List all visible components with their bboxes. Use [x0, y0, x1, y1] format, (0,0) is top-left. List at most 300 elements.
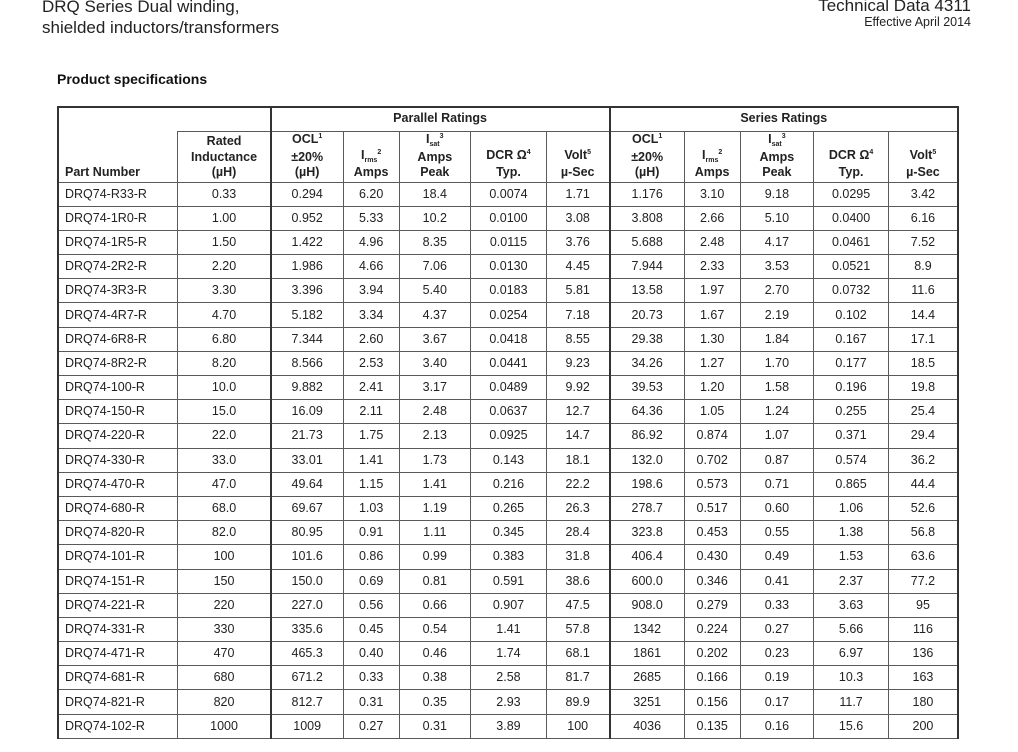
- cell-series-volt-sec: 116: [888, 617, 958, 641]
- cell-parallel-dcr: 0.143: [471, 448, 547, 472]
- cell-parallel-isat: 7.06: [399, 255, 471, 279]
- cell-series-isat: 1.07: [740, 424, 814, 448]
- cell-parallel-ocl: 0.952: [271, 206, 344, 230]
- cell-series-irms: 1.30: [684, 327, 740, 351]
- cell-parallel-irms: 0.31: [343, 690, 399, 714]
- cell-parallel-isat: 0.46: [399, 642, 471, 666]
- cell-parallel-volt-sec: 57.8: [546, 617, 609, 641]
- cell-series-dcr: 2.37: [814, 569, 889, 593]
- cell-part-number: DRQ74-471-R: [58, 642, 178, 666]
- cell-series-irms: 1.97: [684, 279, 740, 303]
- cell-series-ocl: 13.58: [610, 279, 685, 303]
- s-isat-i: I: [768, 132, 772, 146]
- col-part-number: [58, 132, 178, 183]
- p-ocl-note: 1: [318, 133, 323, 140]
- cell-series-volt-sec: 77.2: [888, 569, 958, 593]
- cell-series-irms: 1.27: [684, 351, 740, 375]
- document-title: [42, 0, 279, 38]
- cell-series-irms: 0.135: [684, 714, 740, 738]
- table-row: [58, 545, 958, 569]
- cell-parallel-ocl: 21.73: [271, 424, 344, 448]
- cell-parallel-ocl: 9.882: [271, 376, 344, 400]
- cell-parallel-volt-sec: 28.4: [546, 521, 609, 545]
- s-irms-sub: rms: [705, 156, 719, 164]
- cell-rated-inductance: 100: [178, 545, 271, 569]
- cell-part-number: DRQ74-6R8-R: [58, 327, 178, 351]
- cell-series-isat: 2.19: [740, 303, 814, 327]
- cell-series-ocl: 2685: [610, 666, 685, 690]
- cell-rated-inductance: 1000: [178, 714, 271, 738]
- cell-series-volt-sec: 56.8: [888, 521, 958, 545]
- column-header-row: [58, 132, 958, 183]
- cell-rated-inductance: 2.20: [178, 255, 271, 279]
- table-row: [58, 279, 958, 303]
- col-rated-l1: Rated: [206, 134, 242, 148]
- cell-parallel-volt-sec: 4.45: [546, 255, 609, 279]
- cell-parallel-irms: 1.03: [343, 496, 399, 520]
- cell-parallel-ocl: 33.01: [271, 448, 344, 472]
- cell-parallel-isat: 1.73: [399, 448, 471, 472]
- cell-parallel-irms: 3.94: [343, 279, 399, 303]
- table-row: [58, 182, 958, 206]
- table-row: [58, 327, 958, 351]
- cell-series-ocl: 600.0: [610, 569, 685, 593]
- cell-parallel-isat: 0.81: [399, 569, 471, 593]
- cell-parallel-ocl: 150.0: [271, 569, 344, 593]
- cell-series-dcr: 15.6: [814, 714, 889, 738]
- cell-series-irms: 0.202: [684, 642, 740, 666]
- cell-series-irms: 2.33: [684, 255, 740, 279]
- cell-parallel-irms: 0.91: [343, 521, 399, 545]
- cell-rated-inductance: 220: [178, 593, 271, 617]
- p-ocl-unit: (µH): [294, 165, 320, 179]
- cell-series-isat: 1.58: [740, 376, 814, 400]
- cell-series-isat: 0.19: [740, 666, 814, 690]
- s-dcr-note: 4: [869, 148, 874, 156]
- cell-series-volt-sec: 200: [888, 714, 958, 738]
- cell-series-dcr: 0.574: [814, 448, 889, 472]
- cell-parallel-ocl: 0.294: [271, 182, 344, 206]
- p-isat-i: I: [426, 132, 430, 146]
- cell-part-number: DRQ74-4R7-R: [58, 303, 178, 327]
- specifications-body: [58, 182, 958, 738]
- s-volt-label: Volt: [909, 147, 933, 162]
- cell-series-volt-sec: 6.16: [888, 206, 958, 230]
- cell-rated-inductance: 33.0: [178, 448, 271, 472]
- table-row: [58, 690, 958, 714]
- cell-parallel-dcr: 0.907: [471, 593, 547, 617]
- cell-series-isat: 4.17: [740, 230, 814, 254]
- cell-parallel-isat: 0.35: [399, 690, 471, 714]
- cell-series-isat: 1.84: [740, 327, 814, 351]
- table-row: [58, 230, 958, 254]
- s-isat-sub: sat: [771, 141, 782, 148]
- col-parallel-isat: [399, 132, 471, 183]
- cell-series-ocl: 908.0: [610, 593, 685, 617]
- cell-parallel-dcr: 0.0489: [471, 376, 547, 400]
- cell-series-ocl: 1.176: [610, 182, 685, 206]
- cell-series-ocl: 3.808: [610, 206, 685, 230]
- cell-series-volt-sec: 3.42: [888, 182, 958, 206]
- col-parallel-volt: [546, 132, 609, 183]
- cell-rated-inductance: 8.20: [178, 351, 271, 375]
- cell-series-irms: 1.05: [684, 400, 740, 424]
- cell-parallel-dcr: 0.0441: [471, 351, 547, 375]
- cell-series-volt-sec: 7.52: [888, 230, 958, 254]
- p-volt-label: Volt: [564, 147, 588, 162]
- cell-parallel-volt-sec: 22.2: [546, 472, 609, 496]
- cell-series-dcr: 1.53: [814, 545, 889, 569]
- p-volt-note: 5: [587, 148, 591, 156]
- p-isat-note: 3: [439, 133, 444, 140]
- cell-parallel-volt-sec: 81.7: [546, 666, 609, 690]
- cell-parallel-isat: 3.40: [399, 351, 471, 375]
- col-rated-l2: Inductance: [191, 149, 258, 164]
- table-row: [58, 593, 958, 617]
- col-series-ocl: [610, 132, 685, 183]
- cell-parallel-isat: 0.54: [399, 617, 471, 641]
- group-header-row: [58, 107, 958, 132]
- table-row: [58, 472, 958, 496]
- cell-series-ocl: 5.688: [610, 230, 685, 254]
- cell-parallel-volt-sec: 12.7: [546, 400, 609, 424]
- s-ocl-note: 1: [658, 133, 663, 140]
- p-irms-sub: rms: [364, 156, 378, 164]
- cell-series-irms: 0.224: [684, 617, 740, 641]
- p-dcr-label: DCR Ω: [486, 147, 527, 162]
- p-irms-i: I: [361, 147, 365, 162]
- cell-parallel-volt-sec: 8.55: [546, 327, 609, 351]
- cell-rated-inductance: 82.0: [178, 521, 271, 545]
- cell-rated-inductance: 68.0: [178, 496, 271, 520]
- table-row: [58, 496, 958, 520]
- cell-parallel-ocl: 1009: [271, 714, 344, 738]
- cell-series-isat: 0.55: [740, 521, 814, 545]
- table-row: [58, 424, 958, 448]
- cell-parallel-isat: 4.37: [399, 303, 471, 327]
- s-irms-note: 2: [718, 148, 723, 156]
- s-volt-note: 5: [932, 148, 937, 156]
- cell-part-number: DRQ74-820-R: [58, 521, 178, 545]
- cell-parallel-isat: 2.48: [399, 400, 471, 424]
- cell-parallel-ocl: 1.422: [271, 230, 344, 254]
- cell-parallel-irms: 5.33: [343, 206, 399, 230]
- cell-parallel-volt-sec: 14.7: [546, 424, 609, 448]
- p-ocl-label: OCL: [292, 132, 319, 146]
- cell-series-dcr: 0.0521: [814, 255, 889, 279]
- cell-series-isat: 0.23: [740, 642, 814, 666]
- cell-series-dcr: 3.63: [814, 593, 889, 617]
- cell-series-dcr: 6.97: [814, 642, 889, 666]
- cell-series-dcr: 0.102: [814, 303, 889, 327]
- cell-parallel-dcr: 0.345: [471, 521, 547, 545]
- cell-parallel-volt-sec: 1.71: [546, 182, 609, 206]
- cell-parallel-ocl: 671.2: [271, 666, 344, 690]
- table-row: [58, 400, 958, 424]
- cell-series-dcr: 0.0461: [814, 230, 889, 254]
- cell-series-irms: 0.156: [684, 690, 740, 714]
- cell-rated-inductance: 330: [178, 617, 271, 641]
- cell-rated-inductance: 680: [178, 666, 271, 690]
- cell-series-isat: 0.16: [740, 714, 814, 738]
- s-isat-peak: Peak: [762, 165, 792, 179]
- cell-parallel-ocl: 3.396: [271, 279, 344, 303]
- cell-series-dcr: 1.38: [814, 521, 889, 545]
- table-row: [58, 448, 958, 472]
- cell-parallel-irms: 1.75: [343, 424, 399, 448]
- cell-series-volt-sec: 36.2: [888, 448, 958, 472]
- cell-parallel-dcr: 0.0100: [471, 206, 547, 230]
- cell-series-ocl: 1342: [610, 617, 685, 641]
- cell-series-volt-sec: 8.9: [888, 255, 958, 279]
- cell-part-number: DRQ74-2R2-R: [58, 255, 178, 279]
- cell-parallel-dcr: 0.0130: [471, 255, 547, 279]
- technical-data-block: [818, 0, 971, 30]
- cell-series-volt-sec: 44.4: [888, 472, 958, 496]
- cell-rated-inductance: 0.33: [178, 182, 271, 206]
- cell-series-irms: 0.166: [684, 666, 740, 690]
- cell-series-dcr: 0.177: [814, 351, 889, 375]
- cell-parallel-isat: 1.11: [399, 521, 471, 545]
- cell-series-dcr: 1.06: [814, 496, 889, 520]
- cell-parallel-dcr: 0.0637: [471, 400, 547, 424]
- cell-series-ocl: 198.6: [610, 472, 685, 496]
- cell-parallel-dcr: 1.74: [471, 642, 547, 666]
- series-ratings-header: Series Ratings: [610, 107, 958, 132]
- cell-part-number: DRQ74-821-R: [58, 690, 178, 714]
- cell-part-number: DRQ74-470-R: [58, 472, 178, 496]
- cell-series-volt-sec: 163: [888, 666, 958, 690]
- cell-series-ocl: 278.7: [610, 496, 685, 520]
- cell-parallel-volt-sec: 18.1: [546, 448, 609, 472]
- cell-series-dcr: 0.371: [814, 424, 889, 448]
- cell-series-isat: 0.87: [740, 448, 814, 472]
- cell-rated-inductance: 1.50: [178, 230, 271, 254]
- cell-part-number: DRQ74-1R0-R: [58, 206, 178, 230]
- cell-parallel-dcr: 2.58: [471, 666, 547, 690]
- cell-series-volt-sec: 52.6: [888, 496, 958, 520]
- cell-parallel-dcr: 1.41: [471, 617, 547, 641]
- cell-parallel-dcr: 0.0254: [471, 303, 547, 327]
- cell-parallel-ocl: 7.344: [271, 327, 344, 351]
- cell-parallel-irms: 0.69: [343, 569, 399, 593]
- col-parallel-dcr: [471, 132, 547, 183]
- cell-series-irms: 0.517: [684, 496, 740, 520]
- cell-parallel-isat: 0.38: [399, 666, 471, 690]
- cell-part-number: DRQ74-220-R: [58, 424, 178, 448]
- cell-series-volt-sec: 18.5: [888, 351, 958, 375]
- cell-rated-inductance: 47.0: [178, 472, 271, 496]
- cell-rated-inductance: 820: [178, 690, 271, 714]
- s-dcr-typ: Typ.: [838, 165, 864, 179]
- s-ocl-unit: (µH): [634, 165, 660, 179]
- cell-part-number: DRQ74-680-R: [58, 496, 178, 520]
- cell-parallel-irms: 0.33: [343, 666, 399, 690]
- cell-part-number: DRQ74-330-R: [58, 448, 178, 472]
- cell-parallel-isat: 5.40: [399, 279, 471, 303]
- cell-parallel-isat: 10.2: [399, 206, 471, 230]
- effective-date: Effective April 2014: [864, 15, 971, 29]
- cell-parallel-irms: 4.66: [343, 255, 399, 279]
- cell-part-number: DRQ74-151-R: [58, 569, 178, 593]
- cell-rated-inductance: 470: [178, 642, 271, 666]
- cell-parallel-irms: 1.15: [343, 472, 399, 496]
- col-series-volt: [888, 132, 958, 183]
- table-row: [58, 376, 958, 400]
- cell-series-isat: 5.10: [740, 206, 814, 230]
- cell-parallel-irms: 0.27: [343, 714, 399, 738]
- table-row: [58, 521, 958, 545]
- cell-series-dcr: 10.3: [814, 666, 889, 690]
- cell-series-ocl: 406.4: [610, 545, 685, 569]
- cell-series-isat: 0.60: [740, 496, 814, 520]
- cell-series-ocl: 39.53: [610, 376, 685, 400]
- cell-parallel-dcr: 2.93: [471, 690, 547, 714]
- cell-rated-inductance: 3.30: [178, 279, 271, 303]
- table-row: [58, 255, 958, 279]
- cell-series-isat: 3.53: [740, 255, 814, 279]
- cell-parallel-irms: 2.41: [343, 376, 399, 400]
- table-row: [58, 642, 958, 666]
- title-line-1: DRQ Series Dual winding,: [42, 0, 240, 16]
- table-row: [58, 303, 958, 327]
- cell-series-irms: 3.10: [684, 182, 740, 206]
- cell-parallel-volt-sec: 7.18: [546, 303, 609, 327]
- cell-series-irms: 0.346: [684, 569, 740, 593]
- cell-series-isat: 0.27: [740, 617, 814, 641]
- s-isat-note: 3: [781, 133, 786, 140]
- cell-parallel-volt-sec: 68.1: [546, 642, 609, 666]
- cell-parallel-irms: 2.53: [343, 351, 399, 375]
- cell-parallel-ocl: 812.7: [271, 690, 344, 714]
- cell-series-isat: 1.70: [740, 351, 814, 375]
- cell-series-volt-sec: 180: [888, 690, 958, 714]
- cell-part-number: DRQ74-100-R: [58, 376, 178, 400]
- table-row: [58, 351, 958, 375]
- cell-series-isat: 0.71: [740, 472, 814, 496]
- cell-parallel-irms: 0.45: [343, 617, 399, 641]
- s-ocl-tol: ±20%: [631, 149, 664, 164]
- cell-parallel-dcr: 0.0418: [471, 327, 547, 351]
- cell-parallel-volt-sec: 31.8: [546, 545, 609, 569]
- cell-parallel-isat: 8.35: [399, 230, 471, 254]
- cell-part-number: DRQ74-150-R: [58, 400, 178, 424]
- cell-series-irms: 0.573: [684, 472, 740, 496]
- cell-series-ocl: 64.36: [610, 400, 685, 424]
- cell-series-isat: 0.41: [740, 569, 814, 593]
- cell-series-ocl: 29.38: [610, 327, 685, 351]
- cell-part-number: DRQ74-1R5-R: [58, 230, 178, 254]
- cell-series-volt-sec: 25.4: [888, 400, 958, 424]
- col-rated-l3: (µH): [211, 165, 237, 179]
- cell-series-irms: 0.702: [684, 448, 740, 472]
- cell-series-dcr: 5.66: [814, 617, 889, 641]
- cell-series-ocl: 132.0: [610, 448, 685, 472]
- cell-parallel-volt-sec: 89.9: [546, 690, 609, 714]
- title-line-2: shielded inductors/transformers: [42, 18, 280, 37]
- cell-series-volt-sec: 95: [888, 593, 958, 617]
- cell-series-isat: 0.17: [740, 690, 814, 714]
- cell-series-ocl: 3251: [610, 690, 685, 714]
- cell-series-ocl: 20.73: [610, 303, 685, 327]
- cell-parallel-volt-sec: 100: [546, 714, 609, 738]
- p-dcr-note: 4: [526, 148, 531, 156]
- cell-series-irms: 0.453: [684, 521, 740, 545]
- cell-series-dcr: 0.0400: [814, 206, 889, 230]
- parallel-ratings-header: Parallel Ratings: [271, 107, 610, 132]
- table-row: [58, 206, 958, 230]
- cell-series-ocl: 34.26: [610, 351, 685, 375]
- col-parallel-irms: [343, 132, 399, 183]
- cell-parallel-isat: 0.31: [399, 714, 471, 738]
- cell-parallel-irms: 2.11: [343, 400, 399, 424]
- cell-series-ocl: 86.92: [610, 424, 685, 448]
- blank-corner: [58, 107, 271, 132]
- cell-parallel-dcr: 3.89: [471, 714, 547, 738]
- cell-rated-inductance: 15.0: [178, 400, 271, 424]
- cell-series-isat: 2.70: [740, 279, 814, 303]
- cell-parallel-volt-sec: 3.76: [546, 230, 609, 254]
- cell-rated-inductance: 1.00: [178, 206, 271, 230]
- cell-series-dcr: 0.196: [814, 376, 889, 400]
- cell-series-irms: 0.430: [684, 545, 740, 569]
- cell-rated-inductance: 10.0: [178, 376, 271, 400]
- cell-series-volt-sec: 11.6: [888, 279, 958, 303]
- cell-parallel-ocl: 1.986: [271, 255, 344, 279]
- cell-series-ocl: 1861: [610, 642, 685, 666]
- cell-parallel-volt-sec: 38.6: [546, 569, 609, 593]
- s-volt-unit: µ-Sec: [906, 165, 940, 179]
- cell-series-ocl: 323.8: [610, 521, 685, 545]
- table-row: [58, 666, 958, 690]
- cell-parallel-irms: 2.60: [343, 327, 399, 351]
- technical-data-number: Technical Data 4311: [818, 0, 971, 15]
- p-volt-unit: µ-Sec: [560, 165, 595, 179]
- cell-parallel-dcr: 0.216: [471, 472, 547, 496]
- col-series-irms: [684, 132, 740, 183]
- specifications-table: [57, 106, 959, 739]
- cell-part-number: DRQ74-8R2-R: [58, 351, 178, 375]
- cell-series-volt-sec: 17.1: [888, 327, 958, 351]
- p-isat-sub: sat: [429, 141, 440, 148]
- col-rated-inductance: [178, 132, 271, 183]
- cell-parallel-irms: 1.41: [343, 448, 399, 472]
- cell-series-dcr: 0.167: [814, 327, 889, 351]
- cell-parallel-dcr: 0.383: [471, 545, 547, 569]
- cell-series-volt-sec: 136: [888, 642, 958, 666]
- s-isat-unit: Amps: [759, 149, 795, 164]
- cell-parallel-irms: 3.34: [343, 303, 399, 327]
- cell-parallel-dcr: 0.0183: [471, 279, 547, 303]
- cell-parallel-ocl: 49.64: [271, 472, 344, 496]
- cell-part-number: DRQ74-331-R: [58, 617, 178, 641]
- cell-parallel-ocl: 69.67: [271, 496, 344, 520]
- cell-series-isat: 1.24: [740, 400, 814, 424]
- cell-parallel-irms: 0.40: [343, 642, 399, 666]
- cell-parallel-ocl: 16.09: [271, 400, 344, 424]
- cell-parallel-ocl: 227.0: [271, 593, 344, 617]
- cell-series-volt-sec: 63.6: [888, 545, 958, 569]
- cell-series-isat: 0.33: [740, 593, 814, 617]
- cell-parallel-isat: 0.99: [399, 545, 471, 569]
- cell-series-irms: 0.279: [684, 593, 740, 617]
- cell-parallel-irms: 4.96: [343, 230, 399, 254]
- p-irms-unit: Amps: [353, 165, 389, 179]
- cell-parallel-volt-sec: 9.23: [546, 351, 609, 375]
- section-title: Product specifications: [57, 71, 208, 87]
- cell-series-dcr: 0.865: [814, 472, 889, 496]
- col-parallel-ocl: [271, 132, 344, 183]
